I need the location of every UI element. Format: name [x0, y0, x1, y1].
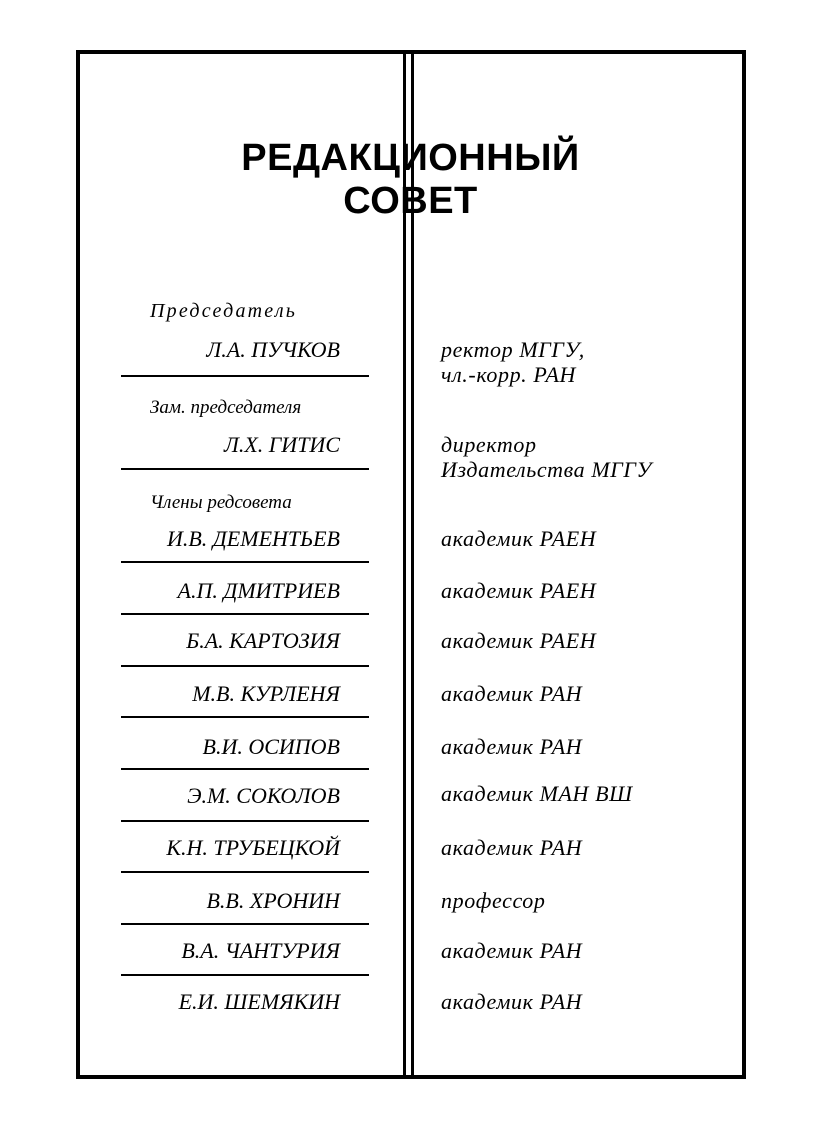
row-divider [121, 716, 369, 718]
description-line: чл.-корр. РАН [441, 362, 576, 387]
member-name: Е.И. ШЕМЯКИН [178, 989, 340, 1014]
role-members: Члены редсовета [150, 492, 292, 513]
member-description: академик МАН ВШ [441, 781, 633, 806]
member-description [441, 337, 585, 387]
member-description: академик РАЕН [441, 628, 597, 653]
page-title: РЕДАКЦИОННЫЙ [241, 137, 580, 179]
member-name: М.В. КУРЛЕНЯ [192, 681, 340, 706]
member-name: В.В. ХРОНИН [206, 888, 340, 913]
member-description: академик РАЕН [441, 578, 597, 603]
member-name: В.А. ЧАНТУРИЯ [181, 938, 340, 963]
member-description: академик РАН [441, 835, 583, 860]
row-divider [121, 613, 369, 615]
member-description: академик РАН [441, 989, 583, 1014]
member-description: профессор [441, 888, 546, 913]
description-line: Издательства МГГУ [441, 457, 652, 482]
member-name: В.И. ОСИПОВ [202, 734, 340, 759]
member-name: К.Н. ТРУБЕЦКОЙ [166, 835, 340, 860]
description-line: директор [441, 432, 537, 457]
member-description [441, 432, 652, 482]
member-name: А.П. ДМИТРИЕВ [177, 578, 340, 603]
row-divider [121, 768, 369, 770]
role-deputy: Зам. председателя [150, 397, 302, 418]
member-description: академик РАН [441, 681, 583, 706]
member-name: Б.А. КАРТОЗИЯ [186, 628, 340, 653]
row-divider [121, 871, 369, 873]
member-name: И.В. ДЕМЕНТЬЕВ [166, 526, 340, 551]
row-divider [121, 665, 369, 667]
member-name: Л.А. ПУЧКОВ [206, 337, 340, 362]
member-description: академик РАН [441, 734, 583, 759]
member-description: академик РАЕН [441, 526, 597, 551]
description-line: ректор МГГУ, [441, 337, 585, 362]
row-divider [121, 375, 369, 377]
page-subtitle: СОВЕТ [343, 180, 478, 222]
row-divider [121, 561, 369, 563]
member-description: академик РАН [441, 938, 583, 963]
row-divider [121, 468, 369, 470]
member-name: Э.М. СОКОЛОВ [187, 783, 340, 808]
row-divider [121, 923, 369, 925]
row-divider [121, 820, 369, 822]
row-divider [121, 974, 369, 976]
member-name: Л.Х. ГИТИС [223, 432, 340, 457]
role-chairman: Председатель [150, 300, 298, 322]
